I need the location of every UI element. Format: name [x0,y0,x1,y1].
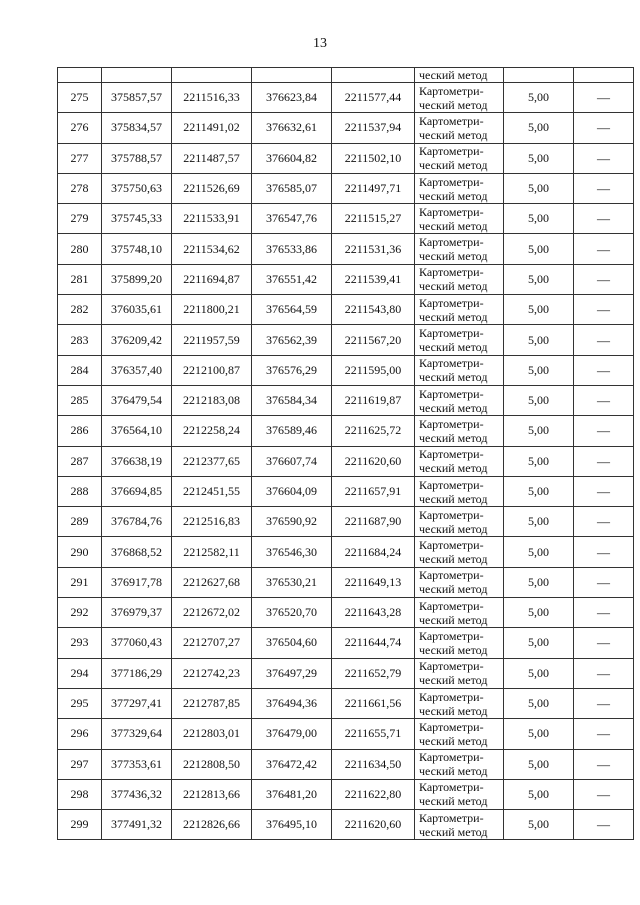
y2-cell: 2211687,90 [332,507,415,537]
method-line-1: Картометри- [419,416,484,431]
table-row [58,779,634,809]
method-line-2: ческий метод [419,97,488,112]
method-line-2: ческий метод [419,521,488,536]
y1-cell: 2212627,68 [172,567,252,597]
note-cell: — [574,658,634,688]
method-line-1: Картометри- [419,598,484,613]
method-line-2: ческий метод [419,491,488,506]
method-line-1: Картометри- [419,477,484,492]
method-cell [415,507,504,537]
y1-cell: 2212808,50 [172,749,252,779]
method-cell [415,719,504,749]
row-number-cell: 281 [58,264,102,294]
x1-cell: 377329,64 [102,719,172,749]
x2-cell: 376632,61 [252,113,332,143]
x1-cell: 377060,43 [102,628,172,658]
precision-cell: 5,00 [504,295,574,325]
y2-cell: 2211649,13 [332,567,415,597]
table-cell [58,68,102,83]
y1-cell: 2212451,55 [172,476,252,506]
y2-cell: 2211657,91 [332,476,415,506]
y1-cell: 2212516,83 [172,507,252,537]
method-cell [415,143,504,173]
method-line-1: Картометри- [419,295,484,310]
x1-cell: 376979,37 [102,598,172,628]
x1-cell: 376035,61 [102,295,172,325]
note-cell: — [574,173,634,203]
method-cell [415,598,504,628]
row-number-cell: 292 [58,598,102,628]
method-line-2: ческий метод [419,612,488,627]
precision-cell: 5,00 [504,385,574,415]
x2-cell: 376564,59 [252,295,332,325]
y2-cell: 2211531,36 [332,234,415,264]
precision-cell: 5,00 [504,83,574,113]
method-line-1: Картометри- [419,356,484,371]
x1-cell: 376868,52 [102,537,172,567]
row-number-cell: 275 [58,83,102,113]
y1-cell: 2211957,59 [172,325,252,355]
table-row [58,628,634,658]
x2-cell: 376546,30 [252,537,332,567]
y2-cell: 2211537,94 [332,113,415,143]
precision-cell: 5,00 [504,416,574,446]
row-number-cell: 295 [58,688,102,718]
note-cell: — [574,537,634,567]
row-number-cell: 297 [58,749,102,779]
row-number-cell: 290 [58,537,102,567]
table-row [58,355,634,385]
method-line-1: Картометри- [419,204,484,219]
y2-cell: 2211595,00 [332,355,415,385]
precision-cell: 5,00 [504,476,574,506]
table-row [58,325,634,355]
y1-cell: 2212100,87 [172,355,252,385]
x2-cell: 376562,39 [252,325,332,355]
x1-cell: 375857,57 [102,83,172,113]
table-cell [574,68,634,83]
precision-cell: 5,00 [504,688,574,718]
precision-cell: 5,00 [504,173,574,203]
y1-cell: 2211516,33 [172,83,252,113]
x2-cell: 376604,09 [252,476,332,506]
method-line-1: Картометри- [419,144,484,159]
table-row [58,810,634,840]
method-line-2: ческий метод [419,733,488,748]
method-line-2: ческий метод [419,188,488,203]
note-cell: — [574,416,634,446]
method-line-2: ческий метод [419,552,488,567]
precision-cell: 5,00 [504,446,574,476]
method-line-2: ческий метод [419,127,488,142]
table-row [58,264,634,294]
method-line-2: ческий метод [419,642,488,657]
method-line-2: ческий метод [419,703,488,718]
page-number: 13 [313,36,327,51]
row-number-cell: 291 [58,567,102,597]
y1-cell: 2212582,11 [172,537,252,567]
y2-cell: 2211543,80 [332,295,415,325]
x2-cell: 376547,76 [252,204,332,234]
method-cell [415,688,504,718]
table-row [58,143,634,173]
y2-cell: 2211622,80 [332,779,415,809]
note-cell: — [574,295,634,325]
y1-cell: 2212787,85 [172,688,252,718]
y1-cell: 2212258,24 [172,416,252,446]
method-cell [415,325,504,355]
table-row [58,476,634,506]
method-line-2: ческий метод [419,309,488,324]
method-line-2: ческий метод [419,158,488,173]
x1-cell: 377353,61 [102,749,172,779]
y1-cell: 2211800,21 [172,295,252,325]
table-cell [504,68,574,83]
y2-cell: 2211539,41 [332,264,415,294]
precision-cell: 5,00 [504,113,574,143]
y1-cell: 2212707,27 [172,628,252,658]
x1-cell: 375834,57 [102,113,172,143]
y2-cell: 2211643,28 [332,598,415,628]
y2-cell: 2211652,79 [332,658,415,688]
x1-cell: 376209,42 [102,325,172,355]
method-cell [415,567,504,597]
note-cell: — [574,779,634,809]
row-number-cell: 287 [58,446,102,476]
method-line-1: Картометри- [419,780,484,795]
method-cell [415,355,504,385]
method-cell [415,173,504,203]
table-row [58,204,634,234]
method-cell [415,385,504,415]
method-line-2: ческий метод [419,249,488,264]
precision-cell: 5,00 [504,355,574,385]
table-row [58,83,634,113]
y2-cell: 2211661,56 [332,688,415,718]
x1-cell: 375899,20 [102,264,172,294]
table-row [58,749,634,779]
table-row [58,295,634,325]
method-line-1: Картометри- [419,538,484,553]
x2-cell: 376472,42 [252,749,332,779]
x2-cell: 376479,00 [252,719,332,749]
x1-cell: 376638,19 [102,446,172,476]
table-row [58,598,634,628]
method-line-1: Картометри- [419,568,484,583]
x2-cell: 376530,21 [252,567,332,597]
y2-cell: 2211577,44 [332,83,415,113]
y2-cell: 2211634,50 [332,749,415,779]
row-number-cell: 278 [58,173,102,203]
precision-cell: 5,00 [504,537,574,567]
x1-cell: 376694,85 [102,476,172,506]
x2-cell: 376494,36 [252,688,332,718]
precision-cell: 5,00 [504,507,574,537]
row-number-cell: 284 [58,355,102,385]
y1-cell: 2211491,02 [172,113,252,143]
method-cell [415,83,504,113]
y2-cell: 2211515,27 [332,204,415,234]
x2-cell: 376551,42 [252,264,332,294]
x1-cell: 377436,32 [102,779,172,809]
method-cell [415,779,504,809]
method-line-2: ческий метод [419,370,488,385]
note-cell: — [574,507,634,537]
note-cell: — [574,628,634,658]
precision-cell: 5,00 [504,628,574,658]
table-row [58,567,634,597]
note-cell: — [574,719,634,749]
y2-cell: 2211497,71 [332,173,415,203]
note-cell: — [574,810,634,840]
note-cell: — [574,264,634,294]
precision-cell: 5,00 [504,264,574,294]
x2-cell: 376589,46 [252,416,332,446]
x2-cell: 376481,20 [252,779,332,809]
y2-cell: 2211567,20 [332,325,415,355]
y2-cell: 2211684,24 [332,537,415,567]
method-line-2: ческий метод [419,279,488,294]
method-line-2: ческий метод [419,430,488,445]
y1-cell: 2211533,91 [172,204,252,234]
y2-cell: 2211655,71 [332,719,415,749]
row-number-cell: 282 [58,295,102,325]
row-number-cell: 283 [58,325,102,355]
method-cell [415,234,504,264]
coordinates-table [57,67,634,840]
note-cell: — [574,204,634,234]
table-row [58,446,634,476]
x1-cell: 375745,33 [102,204,172,234]
note-cell: — [574,113,634,143]
method-cell [415,537,504,567]
y2-cell: 2211644,74 [332,628,415,658]
y1-cell: 2211487,57 [172,143,252,173]
y2-cell: 2211619,87 [332,385,415,415]
precision-cell: 5,00 [504,658,574,688]
x2-cell: 376495,10 [252,810,332,840]
method-line-2: ческий метод [419,218,488,233]
x1-cell: 377186,29 [102,658,172,688]
row-number-cell: 298 [58,779,102,809]
x2-cell: 376576,29 [252,355,332,385]
y1-cell: 2211526,69 [172,173,252,203]
table-row [58,688,634,718]
note-cell: — [574,83,634,113]
y2-cell: 2211625,72 [332,416,415,446]
method-line-1: Картометри- [419,810,484,825]
precision-cell: 5,00 [504,719,574,749]
method-cell [415,113,504,143]
y1-cell: 2212742,23 [172,658,252,688]
method-line-2: ческий метод [419,461,488,476]
x1-cell: 376479,54 [102,385,172,415]
x2-cell: 376604,82 [252,143,332,173]
x1-cell: 377297,41 [102,688,172,718]
table-cell [172,68,252,83]
note-cell: — [574,688,634,718]
precision-cell: 5,00 [504,810,574,840]
method-line-2: ческий метод [419,340,488,355]
table-row [58,507,634,537]
precision-cell: 5,00 [504,749,574,779]
method-line-1: Картометри- [419,447,484,462]
method-cell [415,810,504,840]
method-line-2: ческий метод [419,400,488,415]
method-line-2: ческий метод [419,824,488,839]
method-line-2: ческий метод [419,764,488,779]
table-continuation-row [58,68,634,83]
method-cell: ческий метод [415,68,504,83]
x2-cell: 376607,74 [252,446,332,476]
table-row [58,416,634,446]
method-cell [415,204,504,234]
x1-cell: 377491,32 [102,810,172,840]
table-cell [332,68,415,83]
y1-cell: 2212183,08 [172,385,252,415]
method-line-2: ческий метод [419,582,488,597]
method-line-1: Картометри- [419,235,484,250]
row-number-cell: 286 [58,416,102,446]
x2-cell: 376497,29 [252,658,332,688]
x2-cell: 376533,86 [252,234,332,264]
row-number-cell: 288 [58,476,102,506]
note-cell: — [574,598,634,628]
table-row [58,537,634,567]
y2-cell: 2211620,60 [332,810,415,840]
x2-cell: 376590,92 [252,507,332,537]
row-number-cell: 285 [58,385,102,415]
table-row [58,719,634,749]
y2-cell: 2211620,60 [332,446,415,476]
y1-cell: 2212377,65 [172,446,252,476]
note-cell: — [574,234,634,264]
x2-cell: 376585,07 [252,173,332,203]
method-line-1: Картометри- [419,386,484,401]
method-cell [415,264,504,294]
row-number-cell: 299 [58,810,102,840]
precision-cell: 5,00 [504,567,574,597]
note-cell: — [574,355,634,385]
method-line-1: Картометри- [419,83,484,98]
method-cell [415,295,504,325]
x1-cell: 376917,78 [102,567,172,597]
y1-cell: 2212813,66 [172,779,252,809]
row-number-cell: 277 [58,143,102,173]
table-cell [252,68,332,83]
note-cell: — [574,749,634,779]
precision-cell: 5,00 [504,143,574,173]
method-cell [415,416,504,446]
method-line-1: Картометри- [419,113,484,128]
y1-cell: 2212826,66 [172,810,252,840]
method-line-1: Картометри- [419,265,484,280]
y1-cell: 2211694,87 [172,264,252,294]
row-number-cell: 289 [58,507,102,537]
x1-cell: 375788,57 [102,143,172,173]
table-row [58,385,634,415]
row-number-cell: 280 [58,234,102,264]
x1-cell: 375748,10 [102,234,172,264]
table-row [58,234,634,264]
table-row [58,113,634,143]
method-cell [415,476,504,506]
x2-cell: 376623,84 [252,83,332,113]
x1-cell: 375750,63 [102,173,172,203]
method-line-1: Картометри- [419,507,484,522]
method-line-1: Картометри- [419,750,484,765]
note-cell: — [574,446,634,476]
method-line-2: ческий метод [419,673,488,688]
table-cell [102,68,172,83]
method-line-1: Картометри- [419,659,484,674]
note-cell: — [574,385,634,415]
precision-cell: 5,00 [504,204,574,234]
row-number-cell: 276 [58,113,102,143]
row-number-cell: 293 [58,628,102,658]
method-line-2: ческий метод [419,794,488,809]
method-cell [415,446,504,476]
method-line-1: Картометри- [419,689,484,704]
precision-cell: 5,00 [504,234,574,264]
precision-cell: 5,00 [504,325,574,355]
note-cell: — [574,325,634,355]
note-cell: — [574,143,634,173]
x1-cell: 376784,76 [102,507,172,537]
method-cell [415,658,504,688]
row-number-cell: 296 [58,719,102,749]
x1-cell: 376564,10 [102,416,172,446]
method-line-1: Картометри- [419,719,484,734]
x2-cell: 376584,34 [252,385,332,415]
method-cell [415,749,504,779]
row-number-cell: 279 [58,204,102,234]
note-cell: — [574,567,634,597]
table-row [58,173,634,203]
method-cell [415,628,504,658]
table-row [58,658,634,688]
method-line-1: Картометри- [419,326,484,341]
x1-cell: 376357,40 [102,355,172,385]
method-line-1: Картометри- [419,174,484,189]
method-line-1: Картометри- [419,628,484,643]
y2-cell: 2211502,10 [332,143,415,173]
note-cell: — [574,476,634,506]
y1-cell: 2211534,62 [172,234,252,264]
x2-cell: 376520,70 [252,598,332,628]
precision-cell: 5,00 [504,598,574,628]
precision-cell: 5,00 [504,779,574,809]
y1-cell: 2212803,01 [172,719,252,749]
row-number-cell: 294 [58,658,102,688]
x2-cell: 376504,60 [252,628,332,658]
y1-cell: 2212672,02 [172,598,252,628]
